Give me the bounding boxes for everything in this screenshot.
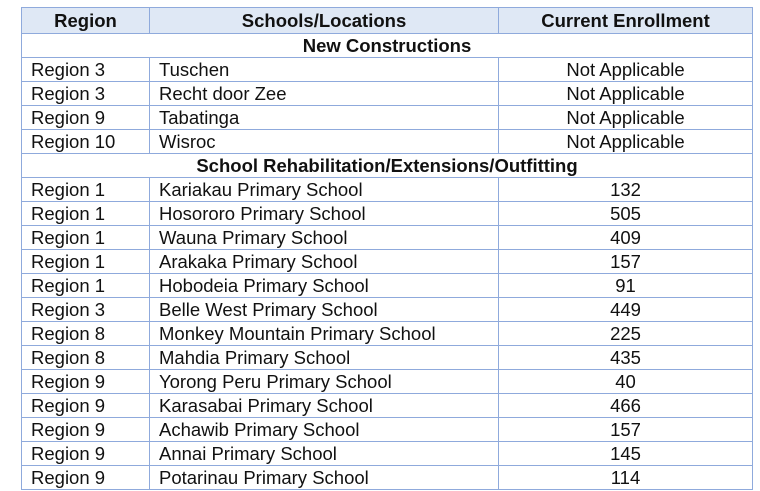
- enrollment-cell: 132: [499, 178, 753, 202]
- section-row: [22, 154, 753, 178]
- enrollment-cell: 157: [499, 418, 753, 442]
- school-cell: Arakaka Primary School: [150, 250, 499, 274]
- schools-enrollment-table: [21, 7, 753, 490]
- enrollment-cell: 91: [499, 274, 753, 298]
- school-cell: Wisroc: [150, 130, 499, 154]
- table-row: [22, 106, 753, 130]
- region-cell: Region 9: [22, 370, 150, 394]
- table-row: [22, 394, 753, 418]
- school-cell: Hobodeia Primary School: [150, 274, 499, 298]
- region-cell: Region 3: [22, 298, 150, 322]
- section-title: New Constructions: [22, 34, 753, 58]
- enrollment-cell: 157: [499, 250, 753, 274]
- table-row: [22, 274, 753, 298]
- table-row: [22, 466, 753, 490]
- region-cell: Region 9: [22, 106, 150, 130]
- enrollment-cell: 449: [499, 298, 753, 322]
- school-cell: Karasabai Primary School: [150, 394, 499, 418]
- table-row: [22, 442, 753, 466]
- region-cell: Region 1: [22, 202, 150, 226]
- region-cell: Region 9: [22, 418, 150, 442]
- region-cell: Region 8: [22, 346, 150, 370]
- section-row: [22, 34, 753, 58]
- region-cell: Region 9: [22, 394, 150, 418]
- region-cell: Region 1: [22, 274, 150, 298]
- school-cell: Tabatinga: [150, 106, 499, 130]
- table-row: [22, 298, 753, 322]
- table-row: [22, 82, 753, 106]
- table-row: [22, 322, 753, 346]
- enrollment-cell: 114: [499, 466, 753, 490]
- school-cell: Belle West Primary School: [150, 298, 499, 322]
- region-cell: Region 1: [22, 178, 150, 202]
- header-row: [22, 8, 753, 34]
- region-cell: Region 10: [22, 130, 150, 154]
- school-cell: Annai Primary School: [150, 442, 499, 466]
- school-cell: Achawib Primary School: [150, 418, 499, 442]
- school-cell: Wauna Primary School: [150, 226, 499, 250]
- school-cell: Mahdia Primary School: [150, 346, 499, 370]
- school-cell: Hosororo Primary School: [150, 202, 499, 226]
- table-header: [22, 8, 753, 34]
- school-cell: Recht door Zee: [150, 82, 499, 106]
- table-row: [22, 202, 753, 226]
- region-cell: Region 8: [22, 322, 150, 346]
- enrollment-cell: 225: [499, 322, 753, 346]
- enrollment-cell: Not Applicable: [499, 130, 753, 154]
- region-cell: Region 1: [22, 250, 150, 274]
- enrollment-cell: 505: [499, 202, 753, 226]
- enrollment-cell: 466: [499, 394, 753, 418]
- enrollment-cell: Not Applicable: [499, 106, 753, 130]
- region-cell: Region 1: [22, 226, 150, 250]
- section-title: School Rehabilitation/Extensions/Outfitting: [22, 154, 753, 178]
- enrollment-cell: 435: [499, 346, 753, 370]
- region-cell: Region 3: [22, 82, 150, 106]
- school-cell: Yorong Peru Primary School: [150, 370, 499, 394]
- school-cell: Potarinau Primary School: [150, 466, 499, 490]
- column-header-current-enrollment: Current Enrollment: [499, 8, 753, 34]
- enrollment-cell: Not Applicable: [499, 82, 753, 106]
- region-cell: Region 9: [22, 442, 150, 466]
- table-row: [22, 346, 753, 370]
- column-header-schools-locations: Schools/Locations: [150, 8, 499, 34]
- enrollment-cell: 409: [499, 226, 753, 250]
- table-row: [22, 226, 753, 250]
- school-cell: Tuschen: [150, 58, 499, 82]
- table-row: [22, 370, 753, 394]
- table-body: [22, 34, 753, 490]
- table-row: [22, 58, 753, 82]
- column-header-region: Region: [22, 8, 150, 34]
- enrollment-cell: 145: [499, 442, 753, 466]
- school-cell: Monkey Mountain Primary School: [150, 322, 499, 346]
- region-cell: Region 3: [22, 58, 150, 82]
- enrollment-cell: Not Applicable: [499, 58, 753, 82]
- region-cell: Region 9: [22, 466, 150, 490]
- table-row: [22, 250, 753, 274]
- schools-table-container: [21, 7, 752, 490]
- table-row: [22, 130, 753, 154]
- table-row: [22, 418, 753, 442]
- enrollment-cell: 40: [499, 370, 753, 394]
- school-cell: Kariakau Primary School: [150, 178, 499, 202]
- table-row: [22, 178, 753, 202]
